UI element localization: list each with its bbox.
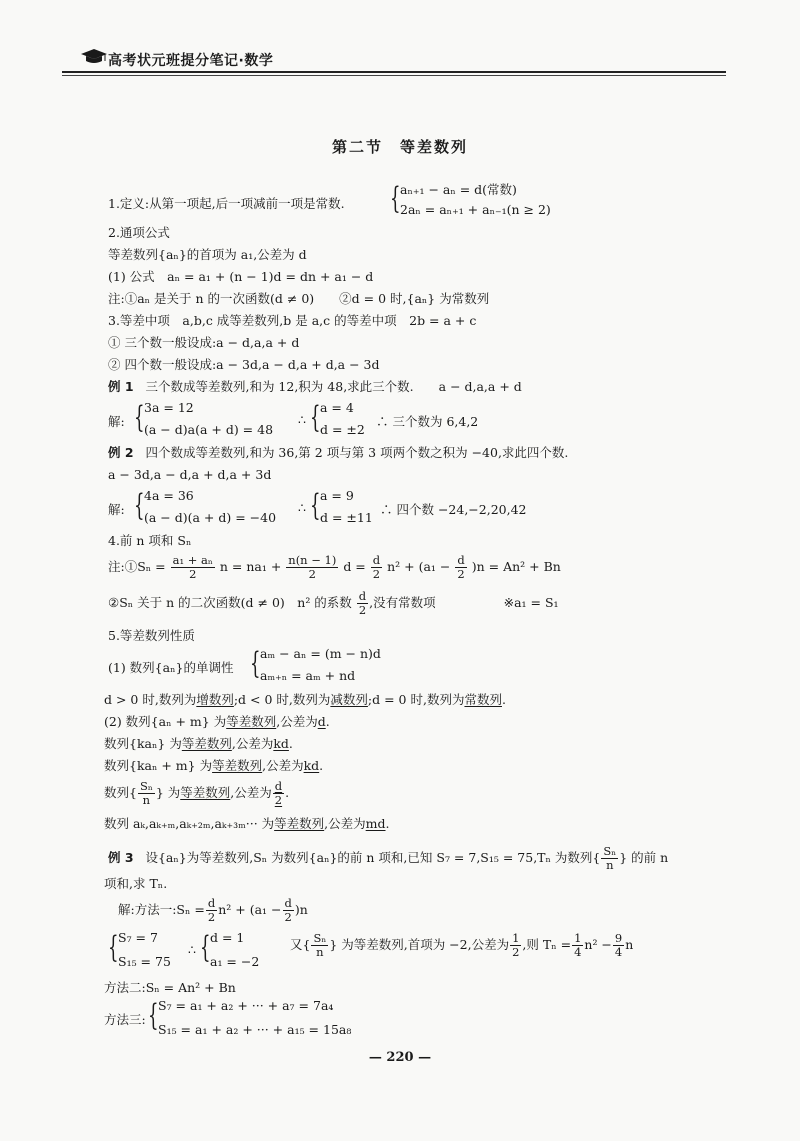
example-2-question <box>108 445 568 461</box>
three-number-setup: ① 三个数一般设成:a − d,a,a + d <box>108 335 300 350</box>
numerator: d <box>284 896 292 910</box>
numerator: 9 <box>614 931 623 945</box>
equation: d = 1 <box>210 930 245 945</box>
property-2 <box>104 714 330 730</box>
answer: 常数列 <box>464 692 502 707</box>
header-rule-thin <box>62 75 726 76</box>
brace: { <box>148 998 159 1033</box>
fraction <box>206 897 217 924</box>
text: 又{ <box>290 937 311 952</box>
numerator: d <box>207 896 216 910</box>
fraction <box>286 554 338 581</box>
text: n <box>625 937 634 952</box>
text: )n = An² + Bn <box>471 559 561 574</box>
denominator: 2 <box>512 945 520 959</box>
answer: kd <box>303 758 320 773</box>
method-2: 方法二:Sₙ = An² + Bn <box>104 980 236 995</box>
text: . <box>288 736 293 751</box>
denominator: 2 <box>308 567 316 581</box>
monotonicity <box>108 646 568 688</box>
definition-label: 1.定义:从第一项起,后一项减前一项是常数. <box>108 196 345 211</box>
brace: { <box>310 400 321 435</box>
answer: md <box>365 816 386 831</box>
text: 数列 aₖ,aₖ₊ₘ,aₖ₊₂ₘ,aₖ₊₃ₘ··· 为 <box>104 816 275 831</box>
definition-eq2: 2aₙ = aₙ₊₁ + aₙ₋₁(n ≥ 2) <box>400 202 551 217</box>
numerator: d <box>372 553 381 567</box>
answer: d <box>317 714 326 729</box>
text: 方法三: <box>104 1012 146 1027</box>
text: n² + (a₁ − <box>218 902 282 917</box>
equation: S₁₅ = 75 <box>118 954 171 969</box>
text: )n <box>294 902 308 917</box>
text: . <box>319 758 324 773</box>
equation: 3a = 12 <box>144 400 194 415</box>
numerator: Sₙ <box>603 844 617 858</box>
sum-heading: 4.前 n 项和 Sₙ <box>108 533 192 548</box>
graduation-cap-icon <box>80 48 108 66</box>
text: } 为 <box>155 785 181 800</box>
brace: { <box>108 930 119 965</box>
running-header <box>62 44 726 78</box>
example-3-question <box>108 843 668 873</box>
text: ,则 Tₙ = <box>522 937 572 952</box>
equation: S₁₅ = a₁ + a₂ + ··· + a₁₅ = 15a₈ <box>158 1022 352 1037</box>
fraction <box>572 932 583 959</box>
text: ,公差为 <box>231 736 274 751</box>
text: ,公差为 <box>262 758 304 773</box>
brace: { <box>200 930 211 965</box>
denominator: 2 <box>207 910 216 924</box>
numerator: 1 <box>574 931 582 945</box>
monotonic-cases <box>104 692 506 708</box>
equation: d = ±11 <box>320 510 373 525</box>
method-3 <box>104 998 564 1042</box>
denominator: 4 <box>614 945 623 959</box>
brace: { <box>134 488 145 523</box>
example-1-text: 三个数成等差数列,和为 12,积为 48,求此三个数. a − d,a,a + d <box>145 379 522 394</box>
denominator: 2 <box>457 567 465 581</box>
property-4 <box>104 758 323 774</box>
example-3-label: 例 3 <box>108 850 134 865</box>
text: ②Sₙ 关于 n 的二次函数(d ≠ 0) n² 的系数 <box>108 595 352 610</box>
brace: { <box>310 488 321 523</box>
brace: { <box>250 646 261 681</box>
section-title: 第二节 等差数列 <box>331 138 468 156</box>
text: ,公差为 <box>276 714 318 729</box>
text: (2) 数列{aₙ + m} 为 <box>104 714 227 729</box>
text: d > 0 时,数列为 <box>104 692 197 707</box>
tn-derivation <box>290 930 633 960</box>
fraction <box>357 590 368 617</box>
equation: 4a = 36 <box>144 488 194 503</box>
example-1-question <box>108 379 522 395</box>
equation: d = ±2 <box>320 422 365 437</box>
numerator: n(n − 1) <box>288 553 337 567</box>
header-title: 高考状元班提分笔记·数学 <box>108 53 274 69</box>
definition <box>108 180 588 220</box>
fraction <box>311 932 328 959</box>
answer: 增数列 <box>196 692 234 707</box>
properties-heading: 5.等差数列性质 <box>108 628 195 643</box>
text: ,没有常数项 <box>369 595 436 610</box>
text: ;d = 0 时,数列为 <box>367 692 465 707</box>
text: 数列{kaₙ} 为 <box>104 736 182 751</box>
equation: aₘ − aₙ = (m − n)d <box>260 646 381 661</box>
text: ;d < 0 时,数列为 <box>233 692 331 707</box>
middle-term: 3.等差中项 a,b,c 成等差数列,b 是 a,c 的等差中项 2b = a + c <box>108 313 477 328</box>
text: 数列{ <box>104 785 137 800</box>
denominator: 2 <box>358 603 367 617</box>
fraction <box>171 554 215 581</box>
text: 注:①Sₙ = <box>108 559 166 574</box>
numerator: Sₙ <box>139 779 153 793</box>
denominator: 4 <box>574 945 582 959</box>
method-1-systems <box>108 930 688 974</box>
denominator: 2 <box>274 793 283 807</box>
answer: 等差数列 <box>274 816 325 831</box>
numerator: Sₙ <box>313 931 327 945</box>
numerator: 1 <box>512 931 520 945</box>
general-heading: 2.通项公式 <box>108 225 170 240</box>
text: . <box>325 714 330 729</box>
numerator: d <box>457 553 465 567</box>
example-1-label: 例 1 <box>108 379 134 394</box>
denominator: n <box>606 858 614 872</box>
text: } 的前 n <box>619 850 669 865</box>
property-3 <box>104 736 293 752</box>
property-5 <box>104 778 289 808</box>
method-1 <box>118 895 308 925</box>
text: n² − <box>584 937 612 952</box>
equation: a = 9 <box>320 488 354 503</box>
text: } 为等差数列,首项为 −2,公差为 <box>329 937 510 952</box>
example-1-solution <box>108 400 568 442</box>
solution-label: 解: <box>108 502 125 517</box>
text: ※a₁ = S₁ <box>503 595 559 610</box>
example-2-solution <box>108 488 568 530</box>
example-3-question-cont: 项和,求 Tₙ. <box>104 876 168 891</box>
text: ,公差为 <box>230 785 272 800</box>
text: 解:方法一:Sₙ = <box>118 902 205 917</box>
answer: 等差数列 <box>181 736 232 751</box>
answer: 减数列 <box>330 692 368 707</box>
denominator: 2 <box>284 910 292 924</box>
fraction <box>510 932 521 959</box>
fraction <box>455 554 466 581</box>
fraction <box>601 845 618 872</box>
therefore-symbol: ∴ <box>188 942 196 957</box>
brace: { <box>390 181 401 216</box>
header-rule <box>62 71 726 73</box>
denominator: 2 <box>189 567 197 581</box>
equation: a = 4 <box>320 400 354 415</box>
fraction <box>613 932 624 959</box>
example-2-label: 例 2 <box>108 445 134 460</box>
text: . <box>501 692 506 707</box>
conclusion: ∴ 三个数为 6,4,2 <box>376 414 479 429</box>
sum-note-2 <box>108 588 559 618</box>
fraction <box>371 554 382 581</box>
text: n = na₁ + <box>219 559 282 574</box>
denominator: n <box>316 945 324 959</box>
text: d = <box>343 559 366 574</box>
numerator: d <box>274 779 283 793</box>
answer: 等差数列 <box>180 785 231 800</box>
example-2-setup: a − 3d,a − d,a + d,a + 3d <box>108 467 272 482</box>
answer: 等差数列 <box>212 758 263 773</box>
equation: a₁ = −2 <box>210 954 260 969</box>
answer: kd <box>273 736 289 751</box>
text: (1) 数列{aₙ}的单调性 <box>108 660 234 675</box>
text: 数列{kaₙ + m} 为 <box>104 758 213 773</box>
example-2-text: 四个数成等差数列,和为 36,第 2 项与第 3 项两个数之积为 −40,求此四个数. <box>145 445 569 460</box>
equation: aₘ₊ₙ = aₘ + nd <box>260 668 356 683</box>
text: ,公差为 <box>324 816 366 831</box>
definition-eq1: aₙ₊₁ − aₙ = d(常数) <box>400 182 517 197</box>
text: . <box>285 785 290 800</box>
denominator: 2 <box>372 567 381 581</box>
solution-label: 解: <box>108 414 125 429</box>
fraction <box>283 897 294 924</box>
therefore-symbol: ∴ <box>298 500 306 515</box>
four-number-setup: ② 四个数一般设成:a − 3d,a − d,a + d,a − 3d <box>108 357 380 372</box>
general-formula: (1) 公式 aₙ = a₁ + (n − 1)d = dn + a₁ − d <box>108 269 374 284</box>
sum-formula <box>108 552 561 582</box>
conclusion: ∴ 四个数 −24,−2,20,42 <box>380 502 527 517</box>
equation: S₇ = a₁ + a₂ + ··· + a₇ = 7a₄ <box>158 998 334 1013</box>
fraction <box>138 780 155 807</box>
equation: (a − d)(a + d) = −40 <box>144 510 277 525</box>
general-line-1: 等差数列{aₙ}的首项为 a₁,公差为 d <box>108 247 307 262</box>
answer: 等差数列 <box>226 714 277 729</box>
numerator: d <box>358 589 367 603</box>
denominator: n <box>142 793 151 807</box>
general-note: 注:①aₙ 是关于 n 的一次函数(d ≠ 0) ②d = 0 时,{aₙ} 为常数列 <box>108 291 490 306</box>
page-number: — 220 — <box>368 1050 432 1065</box>
equation: (a − d)a(a + d) = 48 <box>144 422 274 437</box>
fraction-answer <box>273 780 284 807</box>
text: 设{aₙ}为等差数列,Sₙ 为数列{aₙ}的前 n 项和,已知 S₇ = 7,S₁₅ = 75,Tₙ 为数列{ <box>145 850 601 865</box>
brace: { <box>134 400 145 435</box>
equation: S₇ = 7 <box>118 930 158 945</box>
text: n² + (a₁ − <box>387 559 451 574</box>
text: . <box>385 816 390 831</box>
property-6 <box>104 816 390 832</box>
numerator: a₁ + aₙ <box>172 553 213 567</box>
therefore-symbol: ∴ <box>298 412 306 427</box>
